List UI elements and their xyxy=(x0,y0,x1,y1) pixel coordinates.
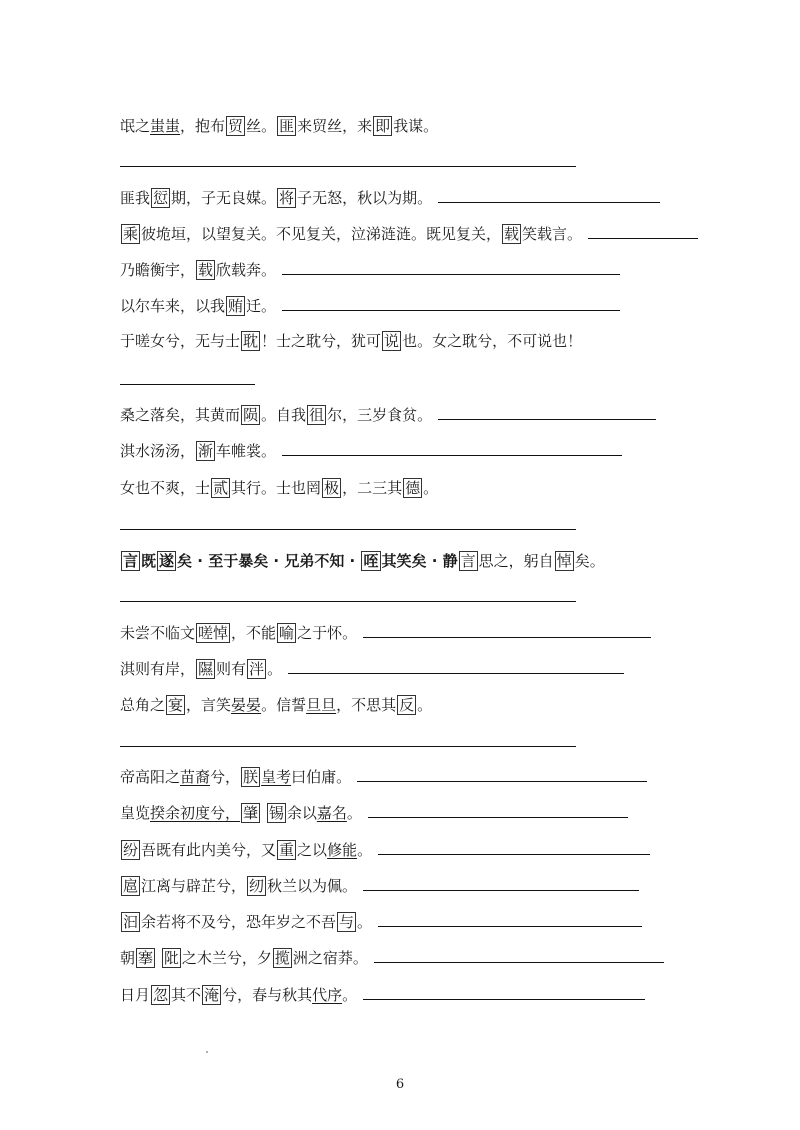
text-segment: 未尝不临文 xyxy=(120,624,196,642)
boxed-character: 汩 xyxy=(123,913,139,931)
text-segment: 也。女之耽兮，不可说也！ xyxy=(402,332,583,350)
text-line xyxy=(120,623,651,643)
boxed-character: 隰 xyxy=(198,660,214,678)
text-segment: 之木兰兮，夕 xyxy=(181,949,272,967)
text-segment: 车帷裳。 xyxy=(216,442,277,460)
answer-blank[interactable] xyxy=(438,405,656,420)
text-segment: 。 xyxy=(357,841,373,859)
boxed-character: 即 xyxy=(375,117,391,135)
boxed-character: 揽 xyxy=(274,949,290,967)
text-segment: 。 xyxy=(417,696,433,714)
boxed-character: 反 xyxy=(399,696,415,714)
boxed-character: 淹 xyxy=(204,986,220,1004)
boxed-character: 匪 xyxy=(279,117,295,135)
boxed-character: 咥 xyxy=(363,552,379,570)
boxed-character: 纷 xyxy=(123,841,139,859)
text-segment: 洲之宿莽。 xyxy=(292,949,368,967)
underlined-word: 修能 xyxy=(327,841,358,859)
text-segment: 江离与辟芷兮， xyxy=(141,877,247,895)
text-segment: 匪我 xyxy=(120,189,151,207)
text-segment: 子无怒，秋以为期。 xyxy=(297,189,433,207)
answer-blank-line[interactable] xyxy=(120,384,255,385)
text-segment xyxy=(261,804,266,822)
text-segment: 皇览 xyxy=(120,804,151,822)
underlined-word: 旦旦 xyxy=(306,696,337,714)
page-number: 6 xyxy=(395,1077,405,1092)
text-line xyxy=(120,767,647,787)
boxed-character: 渐 xyxy=(198,442,214,460)
answer-blank[interactable] xyxy=(374,948,664,963)
boxed-character: 极 xyxy=(324,479,340,497)
text-segment: 。 xyxy=(423,479,439,497)
text-segment: 欣载奔。 xyxy=(216,261,277,279)
text-line xyxy=(120,441,622,461)
answer-blank[interactable] xyxy=(282,296,620,311)
boxed-character: 贿 xyxy=(228,297,244,315)
text-segment: 余若将不及兮，恐年岁之不吾 xyxy=(141,913,337,931)
boxed-character: 肇 xyxy=(243,804,259,822)
underlined-word: 揆余初度兮， xyxy=(150,804,241,822)
underlined-word: 代序 xyxy=(312,986,343,1004)
boxed-character: 载 xyxy=(198,261,214,279)
boxed-character: 泮 xyxy=(249,660,265,678)
text-line xyxy=(120,876,639,896)
text-segment: 。 xyxy=(342,986,358,1004)
text-line xyxy=(120,659,624,679)
boxed-character: 载 xyxy=(504,225,520,243)
answer-blank[interactable] xyxy=(368,803,628,818)
text-segment: 既 xyxy=(141,552,157,570)
text-segment: 以尔车来，以我 xyxy=(120,297,226,315)
text-segment: 兮，春与秋其 xyxy=(222,986,313,1004)
boxed-character: 徂 xyxy=(309,406,325,424)
boxed-character: 重 xyxy=(279,841,295,859)
text-segment: ，不思其 xyxy=(336,696,397,714)
answer-blank[interactable] xyxy=(363,623,651,638)
answer-blank-line[interactable] xyxy=(120,166,576,167)
text-segment: 我谋。 xyxy=(393,117,439,135)
answer-blank[interactable] xyxy=(282,260,620,275)
text-line xyxy=(120,551,605,571)
text-segment: 氓之 xyxy=(120,117,151,135)
boxed-character: 扈 xyxy=(123,877,139,895)
text-segment: 矣。 xyxy=(574,552,605,570)
boxed-character: 与 xyxy=(339,913,355,931)
boxed-character: 锡 xyxy=(268,804,284,822)
boxed-character: 喻 xyxy=(279,624,295,642)
text-segment: 总角之 xyxy=(120,696,166,714)
boxed-character: 嗟悼 xyxy=(198,624,229,642)
underlined-word: 苗裔 xyxy=(180,768,211,786)
text-line xyxy=(120,296,620,316)
text-line xyxy=(120,912,642,932)
boxed-character: 悼 xyxy=(556,552,572,570)
text-line xyxy=(120,260,620,280)
boxed-character: 乘 xyxy=(123,225,139,243)
text-line xyxy=(120,985,645,1005)
text-segment: 其行。士也罔 xyxy=(231,479,322,497)
text-segment: 思之，躬自 xyxy=(478,552,554,570)
boxed-character: 言 xyxy=(123,552,139,570)
text-line xyxy=(120,116,438,136)
text-segment: 曰伯庸。 xyxy=(291,768,352,786)
boxed-character: 贰 xyxy=(213,479,229,497)
text-segment: 女也不爽，士 xyxy=(120,479,211,497)
boxed-character: 遂 xyxy=(159,552,175,570)
text-segment: 尔，三岁食贫。 xyxy=(327,406,433,424)
underlined-word: 蚩蚩 xyxy=(150,117,181,135)
answer-blank[interactable] xyxy=(363,876,639,891)
text-line xyxy=(120,840,650,860)
answer-blank[interactable] xyxy=(378,912,642,927)
boxed-character: 朕 xyxy=(243,768,259,786)
text-segment: 朝 xyxy=(120,949,136,967)
text-segment: 矣 · 至于暴矣 · 兄弟不知 · xyxy=(177,552,361,570)
text-segment: ，不能 xyxy=(231,624,277,642)
boxed-character: 言 xyxy=(460,552,476,570)
boxed-character: 德 xyxy=(405,479,421,497)
text-segment: 来贸丝，来 xyxy=(297,117,373,135)
text-line xyxy=(120,405,656,425)
text-line xyxy=(120,695,432,715)
text-segment: ，言笑 xyxy=(186,696,232,714)
text-segment: 于嗟女兮，无与士 xyxy=(120,332,241,350)
boxed-character: 愆 xyxy=(153,189,169,207)
text-segment: 淇水汤汤， xyxy=(120,442,196,460)
boxed-character: 阰 xyxy=(163,949,179,967)
text-segment: 日月 xyxy=(120,986,151,1004)
text-segment: 。 xyxy=(346,804,362,822)
text-segment: 其笑矣 · 静 xyxy=(381,552,458,570)
text-line xyxy=(120,224,698,244)
text-line xyxy=(120,803,628,823)
text-segment xyxy=(156,949,161,967)
underlined-word: 晏晏 xyxy=(231,696,262,714)
answer-blank[interactable] xyxy=(282,441,622,456)
boxed-character: 将 xyxy=(279,189,295,207)
text-segment: 桑之落矣，其黄而 xyxy=(120,406,241,424)
text-segment: 期，子无良媒。 xyxy=(171,189,277,207)
boxed-character: 宴 xyxy=(168,696,184,714)
text-segment: 彼垝垣，以望复关。不见复关，泣涕涟涟。既见复关， xyxy=(141,225,502,243)
text-line xyxy=(120,948,664,968)
text-segment: 兮， xyxy=(210,768,241,786)
text-segment: 吾既有此内美兮，又 xyxy=(141,841,277,859)
text-segment: 之于怀。 xyxy=(297,624,358,642)
underlined-word: 嘉名 xyxy=(316,804,347,822)
answer-blank[interactable] xyxy=(378,840,650,855)
text-segment: 。自我 xyxy=(261,406,307,424)
boxed-character: 耽 xyxy=(243,332,259,350)
answer-blank-line[interactable] xyxy=(120,601,576,602)
text-segment: 笑载言。 xyxy=(522,225,583,243)
text-line xyxy=(120,188,660,208)
answer-blank[interactable] xyxy=(588,224,698,239)
text-segment: 。 xyxy=(357,913,373,931)
text-segment: 。信誓 xyxy=(261,696,307,714)
boxed-character: 陨 xyxy=(243,406,259,424)
text-line xyxy=(120,331,582,351)
text-segment: ！士之耽兮，犹可 xyxy=(261,332,382,350)
text-segment: ，二三其 xyxy=(342,479,403,497)
boxed-character: 搴 xyxy=(138,949,154,967)
text-segment: 乃瞻衡宇， xyxy=(120,261,196,279)
text-segment: ，抱布 xyxy=(180,117,226,135)
text-segment: 余以 xyxy=(286,804,317,822)
text-line xyxy=(120,478,438,498)
answer-blank[interactable] xyxy=(363,985,645,1000)
text-segment: 迁。 xyxy=(246,297,277,315)
text-segment: 帝高阳之 xyxy=(120,768,181,786)
answer-blank[interactable] xyxy=(438,188,660,203)
boxed-character: 贸 xyxy=(228,117,244,135)
boxed-character: 纫 xyxy=(249,877,265,895)
text-segment: 其不 xyxy=(171,986,202,1004)
answer-blank-line[interactable] xyxy=(120,529,576,530)
boxed-character: 说 xyxy=(384,332,400,350)
stray-dot xyxy=(206,1051,208,1053)
answer-blank[interactable] xyxy=(288,659,624,674)
text-segment: 则有 xyxy=(216,660,247,678)
answer-blank[interactable] xyxy=(357,767,647,782)
text-segment: 淇则有岸， xyxy=(120,660,196,678)
answer-blank-line[interactable] xyxy=(120,746,576,747)
boxed-character: 忽 xyxy=(153,986,169,1004)
text-segment: 之以 xyxy=(297,841,328,859)
underlined-word: 皇考 xyxy=(261,768,292,786)
text-segment: 。 xyxy=(267,660,283,678)
text-segment: 秋兰以为佩。 xyxy=(267,877,358,895)
text-segment: 丝。 xyxy=(246,117,277,135)
